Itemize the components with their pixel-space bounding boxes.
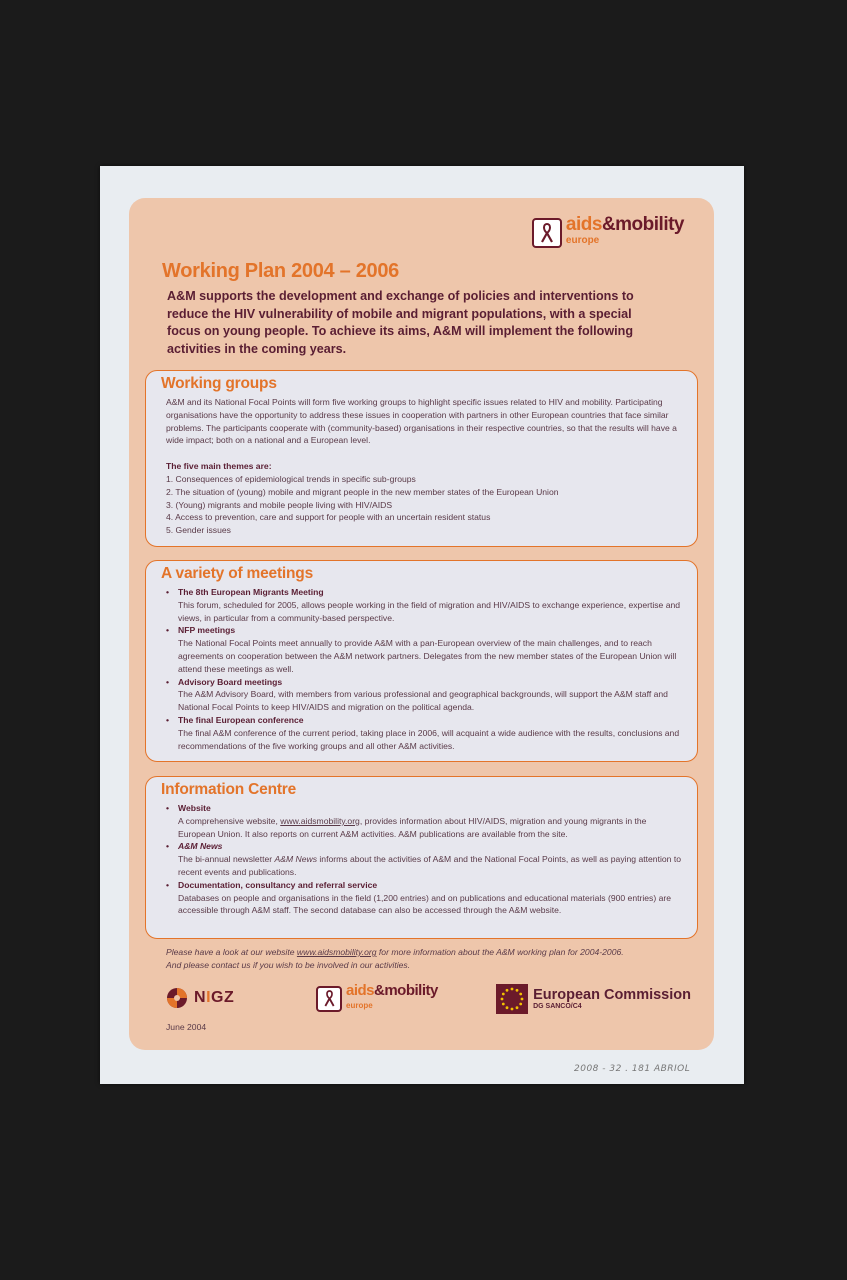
news-text-em: A&M News [274, 854, 317, 865]
ec-name: European Commission [533, 987, 691, 1003]
nigz-logo [166, 987, 234, 1009]
meetings-list [166, 586, 686, 752]
list-item: • The 8th European Migrants Meeting This forum, scheduled for 2005, allows people working in the field of migration and HIV/AIDS to exchange experience, expertise and views, in particular from a community-based perspective. [166, 586, 686, 624]
nigz-letter-n: N [194, 989, 207, 1006]
aids-mobility-logo [532, 214, 684, 248]
aids-mobility-logo-small [316, 984, 438, 1013]
meeting-title: The 8th European Migrants Meeting [178, 587, 324, 597]
docs-title: Documentation, consultancy and referral service [178, 879, 378, 890]
document-sheet [100, 166, 744, 1084]
news-text-post: informs about the activities of A&M and the National Focal Points, as well as paying attention to recent events and publications. [178, 854, 682, 877]
logo-small-name-b: &mobility [374, 982, 438, 999]
meeting-text: The A&M Advisory Board, with members from various professional and geographical backgrounds, will support the A&M staff and National Focal Points to keep HIV/AIDS and migration on the political agenda. [178, 689, 668, 713]
meetings-section [145, 560, 698, 762]
news-title: A&M News [178, 841, 223, 852]
footer-note-pre: Please have a look at our website [166, 947, 297, 957]
logo-small-name-a: aids [346, 982, 375, 999]
working-groups-heading: Working groups [161, 375, 277, 392]
meeting-text: This forum, scheduled for 2005, allows people working in the field of migration and HIV/AIDS to exchange experience, expertise and views, in particular from a community-based perspective. [178, 599, 681, 623]
website-link[interactable]: www.aidsmobility.org [280, 815, 360, 826]
list-item: • The final European conference The final A&M conference of the current period, taking place in 2006, will acquaint a wide audience with the results, conclusions and recommendations of the five working groups and all other A&M activities. [166, 714, 686, 752]
meeting-title: NFP meetings [178, 625, 236, 636]
logo-name-a: aids [565, 214, 602, 235]
meeting-text: The National Focal Points meet annually to provide A&M with a pan-European overview of the main challenges, and to reach agreements on cooperation between the A&M network partners. Delegates from the new member states of the European Union will attend these meetings as well. [178, 638, 677, 674]
logo-sub: europe [565, 235, 600, 246]
ec-dept: DG SANCO/C4 [533, 1003, 582, 1010]
footer-website-link[interactable]: www.aidsmobility.org [296, 947, 377, 957]
list-item: 5. Gender issues [166, 525, 231, 536]
nigz-letter-i: I [206, 989, 212, 1006]
footer-note-post: for more information about the A&M working plan for 2004-2006. [376, 947, 624, 957]
list-item: • Website A comprehensive website, www.aidsmobility.org, provides information about HIV/AIDS, migration and young migrants in the European Union. It also reports on current A&M activities. A&M publications are available from the site. [166, 802, 686, 840]
working-groups-section [145, 370, 698, 547]
logo-name-b: &mobility [601, 214, 684, 235]
meeting-text: The final A&M conference of the current period, taking place in 2006, will acquaint a wide audience with the results, conclusions and recommendations of the five working groups and all other A&M activities. [178, 727, 680, 751]
docs-text: Databases on people and organisations in the field (1,200 entries) and on publications and educational materials (900 entries) are accessible through A&M staff. The second database can also be accessed through the A&M website. [178, 892, 672, 916]
meeting-title: The final European conference [178, 714, 304, 725]
content-panel [129, 198, 714, 1050]
list-item: • A&M News The bi-annual newsletter A&M News informs about the activities of A&M and the National Focal Points, as well as paying attention to recent events and publications. [166, 840, 686, 878]
red-ribbon-icon [532, 218, 562, 248]
eu-flag-icon [496, 984, 528, 1014]
page-title: Working Plan 2004 – 2006 [162, 260, 399, 282]
information-centre-section [145, 776, 698, 939]
meeting-title: Advisory Board meetings [178, 676, 283, 687]
news-text-pre: The bi-annual newsletter [178, 854, 275, 865]
footer-note-line2: And please contact us if you wish to be involved in our activities. [166, 959, 411, 970]
intro-text: A&M supports the development and exchange of policies and interventions to reduce the HIV vulnerability of mobile and migrant populations, with a special focus on young people. To achieve its aims, A&M will implement the following activities in the coming years. [167, 289, 634, 356]
info-centre-heading: Information Centre [161, 781, 297, 798]
european-commission-logo [496, 984, 691, 1014]
partner-logos [166, 984, 691, 1014]
list-item: 4. Access to prevention, care and support for people with an uncertain resident status [166, 512, 491, 523]
publication-date: June 2004 [166, 1022, 207, 1032]
meetings-heading: A variety of meetings [161, 565, 313, 582]
themes-list [166, 473, 686, 537]
list-item: 1. Consequences of epidemiological trends in specific sub-groups [166, 473, 416, 484]
website-title: Website [178, 803, 211, 813]
nigz-emblem-icon [166, 987, 188, 1009]
themes-title: The five main themes are: [166, 461, 272, 472]
handwritten-reference: 2008 - 32 . 181 ABRIOL [574, 1064, 691, 1074]
list-item: 3. (Young) migrants and mobile people living with HIV/AIDS [166, 499, 393, 510]
info-list [166, 802, 686, 917]
list-item: • Documentation, consultancy and referral service Databases on people and organisations in the field (1,200 entries) and on publications and educational materials (900 entries) are accessible through A&M staff. The second database can also be accessed through the A&M website. [166, 879, 686, 917]
website-text-pre: A comprehensive website, [178, 815, 281, 826]
list-item: • Advisory Board meetings The A&M Advisory Board, with members from various professional and geographical backgrounds, will support the A&M staff and National Focal Points to keep HIV/AIDS and migration on the political agenda. [166, 676, 686, 714]
logo-small-sub: europe [346, 1001, 373, 1010]
nigz-letters-gz: GZ [211, 989, 235, 1006]
footer-note [166, 946, 696, 972]
website-text-post: , provides information about HIV/AIDS, migration and young migrants in the European Union. It also reports on current A&M activities. A&M publications are available from the site. [178, 815, 647, 839]
working-groups-body: A&M and its National Focal Points will form five working groups to highlight specific issues related to HIV and mobility. Participating organisations have the opportunity to address these issues in cooperation with partners in other European countries that face similar problems. The participants cooperate with (community-based) organisations in their respective countries, so that the results will have a wide impact; both on a national and a European level. [166, 397, 677, 446]
list-item: 2. The situation of (young) mobile and migrant people in the new member states of the European Union [166, 486, 559, 497]
red-ribbon-icon [316, 986, 342, 1012]
list-item: • NFP meetings The National Focal Points meet annually to provide A&M with a pan-European overview of the main challenges, and to reach agreements on cooperation between the A&M network partners. Delegates from the new member states of the European Union will attend these meetings as well. [166, 624, 686, 675]
